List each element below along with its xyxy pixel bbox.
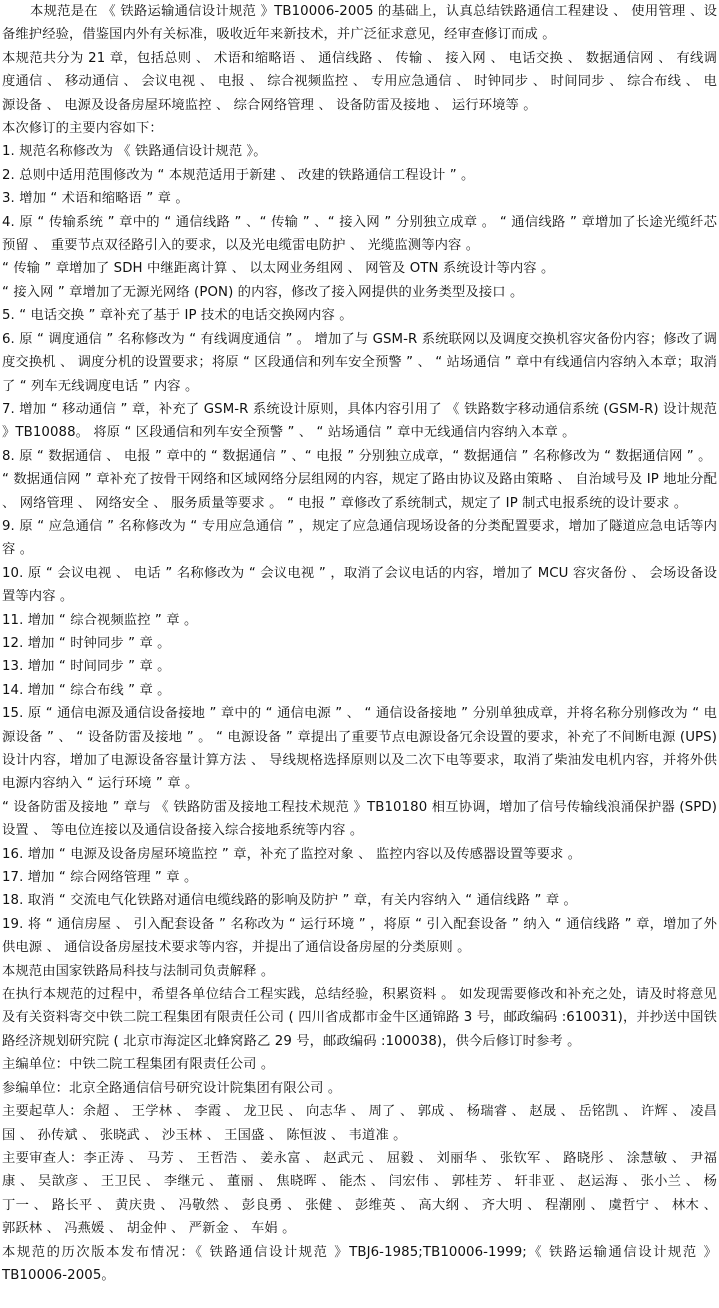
scope-paragraph: 本规范共分为 21 章，包括总则 、 术语和缩略语 、 通信线路 、 传输 、 接入网 、 电话交换 、 数据通信网 、 有线调度通信 、 移动通信 、 会议电视 、 电报 、 综合视频监控 、 专用应急通信 、 时钟同步 、 时间同步 、 综合布线 、 电源设备 、 电源及设备房屋环境监控 、 综合网络管理 、 设备防雷及接地 、 运行环境等 。	[2, 50, 717, 113]
revision-item-18: 18. 取消 “ 交流电气化铁路对通信电缆线路的影响及防护 ” 章，有关内容纳入 “ 通信线路 ” 章 。	[2, 893, 577, 909]
feedback-paragraph: 在执行本规范的过程中，希望各单位结合工程实践，总结经验，积累资料 。 如发现需要修改和补充之处，请及时将意见及有关资料寄交中铁二院工程集团有限责任公司 ( 四川省成都市金牛区通锦路 3 号，邮政编码 :610031)，并抄送中国铁路经济规划研究院 ( 北京市海淀区北蜂窝路乙 29 号，邮政编码 :100038)，供今后修订时参考 。	[2, 987, 717, 1049]
revision-item-4-access: “ 接入网 ” 章增加了无源光网络 (PON) 的内容，修改了接入网提供的业务类型及接口 。	[2, 284, 524, 300]
revision-item-4: 4. 原 “ 传输系统 ” 章中的 “ 通信线路 ” 、“ 传输 ” 、“ 接入网 ” 分别独立成章 。 “ 通信线路 ” 章增加了长途光缆纤芯预留 、 重要节点双径路引入的要求，以及光电缆雷电防护 、 光缆监测等内容 。	[2, 214, 717, 254]
intro-paragraph: 本规范是在 《 铁路运输通信设计规范 》TB10006-2005 的基础上，认真总结铁路通信工程建设 、 使用管理 、设备维护经验，借鉴国内外有关标准，吸收近年来新技术，并广泛征求意见，经审查修订而成 。	[2, 4, 717, 43]
revision-item-2: 2. 总则中适用范围修改为 “ 本规范适用于新建 、 改建的铁路通信工程设计 ” 。	[2, 167, 475, 183]
revision-item-12: 12. 增加 “ 时钟同步 ” 章 。	[2, 635, 171, 651]
interpretation-note: 本规范由国家铁路局科技与法制司负责解释 。	[2, 963, 275, 979]
revision-item-13: 13. 增加 “ 时间同步 ” 章 。	[2, 659, 171, 675]
revision-item-4-transmission: “ 传输 ” 章增加了 SDH 中继距离计算 、 以太网业务组网 、 网管及 OTN 系统设计等内容 。	[2, 261, 555, 277]
revision-item-17: 17. 增加 “ 综合网络管理 ” 章 。	[2, 870, 198, 886]
revision-item-14: 14. 增加 “ 综合布线 ” 章 。	[2, 682, 171, 698]
revision-item-19: 19. 将 “ 通信房屋 、 引入配套设备 ” 名称改为 “ 运行环境 ” ，将原 “ 引入配套设备 ” 纳入 “ 通信线路 ” 章，增加了外供电源 、 通信设备房屋技术要求等内容，并提出了通信设备房屋的分类原则 。	[2, 916, 717, 956]
revision-item-16: 16. 增加 “ 电源及设备房屋环境监控 ” 章，补充了监控对象 、 监控内容以及传感器设置等要求 。	[2, 846, 582, 862]
revision-item-6: 6. 原 “ 调度通信 ” 名称修改为 “ 有线调度通信 ” 。 增加了与 GSM-R 系统联网以及调度交换机容灾备份内容；修改了调度交换机 、 调度分机的设置要求；将原 “ 区段通信和列车安全预警 ” 、 “ 站场通信 ” 章中有线通信内容纳入本章；取消了 “ 列车无线调度电话 ” 内容 。	[2, 331, 717, 394]
revision-item-9: 9. 原 “ 应急通信 ” 名称修改为 “ 专用应急通信 ” ，规定了应急通信现场设备的分类配置要求，增加了隧道应急电话等内容 。	[2, 518, 717, 558]
revision-item-3: 3. 增加 “ 术语和缩略语 ” 章 。	[2, 191, 189, 207]
revision-heading: 本次修订的主要内容如下：	[2, 121, 163, 137]
revision-item-15: 15. 原 “ 通信电源及通信设备接地 ” 章中的 “ 通信电源 ” 、 “ 通信设备接地 ” 分别单独成章，并将名称分别修改为 “ 电源设备 ” 、 “ 设备防雷及接地 ” 。 “ 电源设备 ” 章提出了重要节点电源设备冗余设置的要求，补充了不间断电源 (UPS) 设计内容，增加了电源设备容量计算方法 、 导线规格选择原则以及二次下电等要求，取消了柴油发电机内容，并将外供电源内容纳入 “ 运行环境 ” 章 。	[2, 706, 717, 792]
revision-item-8: 8. 原 “ 数据通信 、 电报 ” 章中的 “ 数据通信 ” 、“ 电报 ” 分别独立成章，“ 数据通信 ” 名称修改为 “ 数据通信网 ” 。	[2, 448, 712, 464]
revision-item-7: 7. 增加 “ 移动通信 ” 章，补充了 GSM-R 系统设计原则，具体内容引用了 《 铁路数字移动通信系统 (GSM-R) 设计规范 》TB10088。 将原 “ 区段通信和列车安全预警 ” 、 “ 站场通信 ” 章中无线通信内容纳入本章 。	[2, 401, 717, 441]
revision-item-5: 5. “ 电话交换 ” 章补充了基于 IP 技术的电话交换网内容 。	[2, 308, 353, 324]
version-history: 本规范的历次版本发布情况：《 铁路通信设计规范 》TBJ6-1985;TB10006-1999;《 铁路运输通信设计规范 》TB10006-2005。	[2, 1244, 717, 1283]
chief-editor-unit: 主编单位：中铁二院工程集团有限责任公司 。	[2, 1057, 275, 1073]
participating-unit: 参编单位：北京全路通信信号研究设计院集团有限公司 。	[2, 1080, 342, 1096]
revision-item-1: 1. 规范名称修改为 《 铁路通信设计规范 》。	[2, 144, 267, 160]
revision-item-10: 10. 原 “ 会议电视 、 电话 ” 名称修改为 “ 会议电视 ” ，取消了会议电话的内容，增加了 MCU 容灾备份 、 会场设备设置等内容 。	[2, 565, 717, 605]
revision-item-11: 11. 增加 “ 综合视频监控 ” 章 。	[2, 612, 198, 628]
revision-item-15-grounding: “ 设备防雷及接地 ” 章与 《 铁路防雷及接地工程技术规范 》TB10180 相互协调，增加了信号传输线浪涌保护器 (SPD) 设置 、 等电位连接以及通信设备接入综合接地系统等内容 。	[2, 799, 717, 839]
main-drafters: 主要起草人：余超 、 王学林 、 李霞 、 龙卫民 、 向志华 、 周了 、 郭成 、 杨瑞睿 、 赵晟 、 岳铭凯 、 许辉 、 凌昌国 、 孙传斌 、 张晓武 、 沙玉林 、 王国盛 、 陈恒波 、 韦道准 。	[2, 1104, 717, 1143]
revision-item-8-datanet: “ 数据通信网 ” 章补充了按骨干网络和区域网络分层组网的内容，规定了路由协议及路由策略 、 自治域号及 IP 地址分配 、 网络管理 、 网络安全 、 服务质量等要求 。 “ 电报 ” 章修改了系统制式，规定了 IP 制式电报系统的设计要求 。	[2, 472, 717, 511]
main-reviewers: 主要审查人：李正涛 、 马芳 、 王哲浩 、 姜永富 、 赵武元 、 屈毅 、 刘丽华 、 张钦军 、 路晓彤 、 涂慧敏 、 尹福康 、 吴歆彦 、 王卫民 、 李继元 、 董丽 、 焦晓晖 、 能杰 、 闫宏伟 、 郭桂芳 、 轩非亚 、 赵运海 、 张小兰 、 杨丁一 、 路长平 、 黄庆贵 、 冯敬然 、 彭良勇 、 张健 、 彭维英 、 高大纲 、 齐大明 、 程潮刚 、 虞哲宁 、 林木 、 郭跃林 、 冯燕媛 、 胡金仲 、 严新金 、 车娟 。	[2, 1150, 717, 1237]
